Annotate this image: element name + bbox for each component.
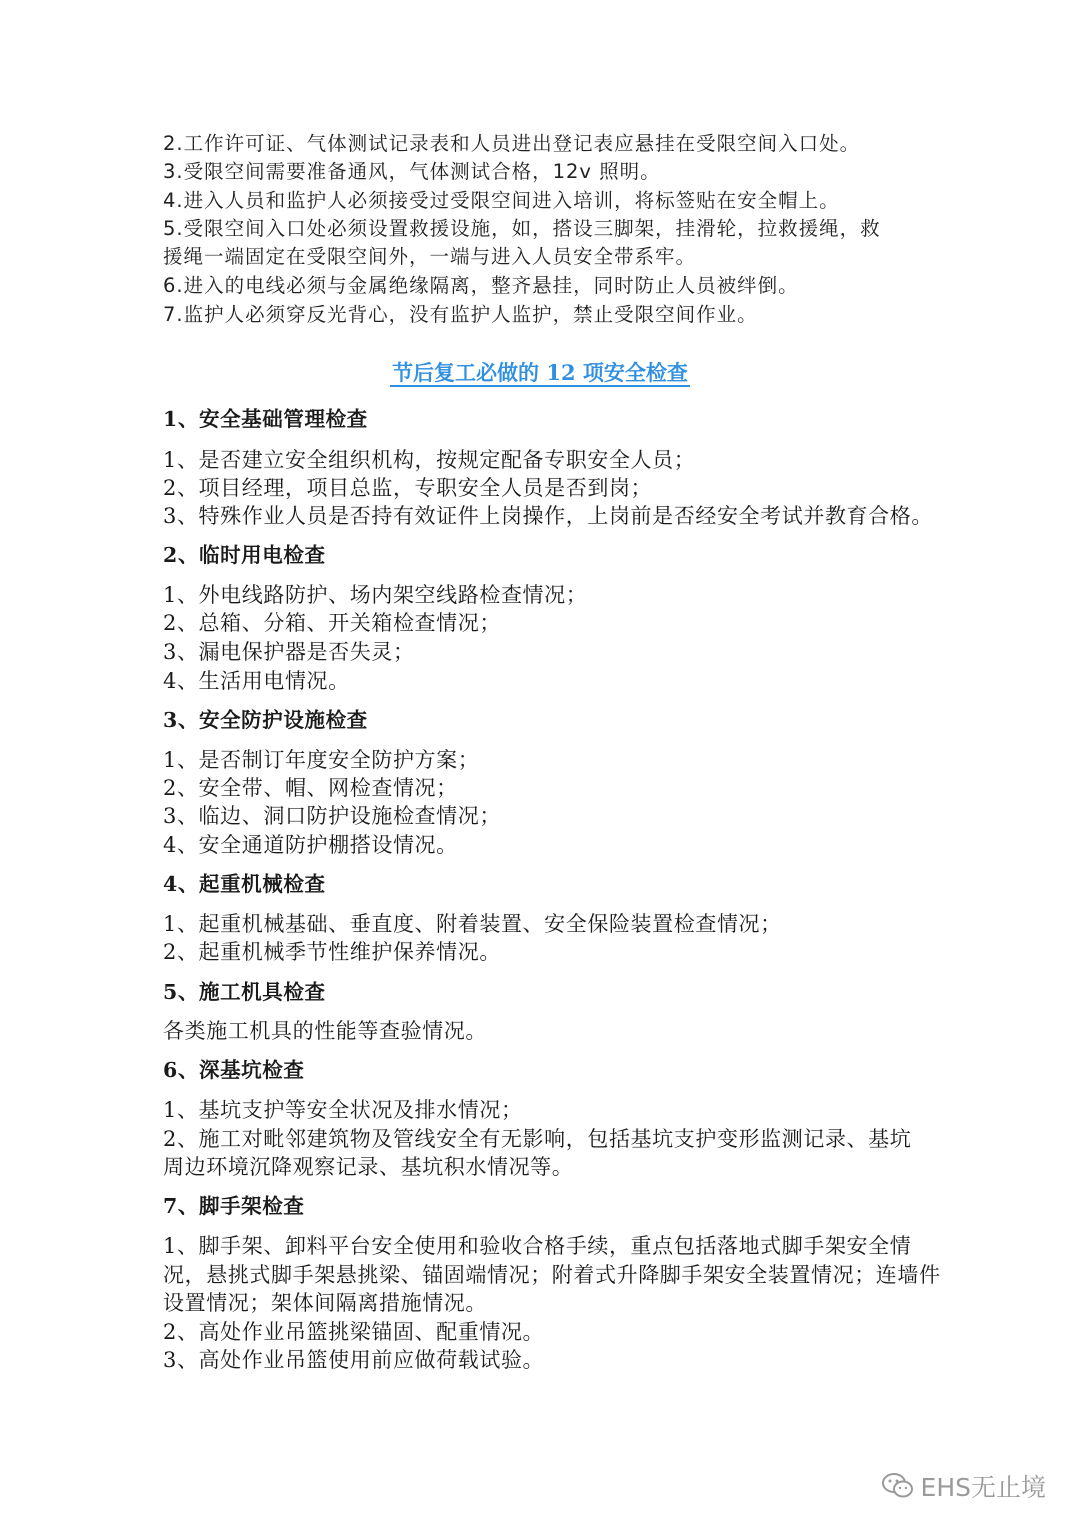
section-title-text: 节后复工必做的 12 项安全检查 [392,360,688,385]
section-line: 1、是否制订年度安全防护方案； [163,748,480,772]
intro-item: 6.进入的电线必须与金属绝缘隔离，整齐悬挂，同时防止人员被绊倒。 [163,274,799,297]
intro-item: 7.监护人必须穿反光背心，没有监护人监护，禁止受限空间作业。 [163,303,758,326]
intro-item: 3.受限空间需要准备通风，气体测试合格，12v 照明。 [163,160,661,183]
section-heading: 4、起重机械检查 [163,872,326,896]
watermark [881,1468,1046,1504]
section-line: 4、生活用电情况。 [163,669,350,693]
section-line: 周边环境沉降观察记录、基坑积水情况等。 [163,1155,574,1179]
section-line: 1、基坑支护等安全状况及排水情况； [163,1098,523,1122]
section-heading: 1、安全基础管理检查 [163,407,368,431]
section-title [0,357,1080,387]
section-line: 1、脚手架、卸料平台安全使用和验收合格手续，重点包括落地式脚手架安全情 [163,1234,912,1258]
section-line: 2、项目经理，项目总监，专职安全人员是否到岗； [163,476,653,500]
section-heading: 3、安全防护设施检查 [163,708,368,732]
section-heading: 6、深基坑检查 [163,1058,305,1082]
intro-item: 4.进入人员和监护人必须接受过受限空间进入培训，将标签贴在安全帽上。 [163,189,840,212]
section-heading: 2、临时用电检查 [163,543,326,567]
section-line: 2、总箱、分箱、开关箱检查情况； [163,611,501,635]
section-heading: 5、施工机具检查 [163,980,326,1004]
section-line: 3、高处作业吊篮使用前应做荷载试验。 [163,1348,545,1372]
section-line: 3、临边、洞口防护设施检查情况； [163,804,501,828]
watermark-text: EHS无止境 [920,1473,1046,1502]
section-line: 3、漏电保护器是否失灵； [163,640,415,664]
section-line: 2、施工对毗邻建筑物及管线安全有无影响，包括基坑支护变形监测记录、基坑 [163,1127,912,1151]
intro-item: 援绳一端固定在受限空间外，一端与进入人员安全带系牢。 [163,245,697,268]
section-line: 2、高处作业吊篮挑梁锚固、配重情况。 [163,1320,545,1344]
section-line: 1、起重机械基础、垂直度、附着装置、安全保险装置检查情况； [163,912,782,936]
section-line: 1、是否建立安全组织机构，按规定配备专职安全人员； [163,448,696,472]
section-line: 况，悬挑式脚手架悬挑梁、锚固端情况；附着式升降脚手架安全装置情况；连墙件 [163,1263,941,1287]
section-line: 各类施工机具的性能等查验情况。 [163,1019,487,1043]
intro-item: 2.工作许可证、气体测试记录表和人员进出登记表应悬挂在受限空间入口处。 [163,132,861,155]
section-line: 2、安全带、帽、网检查情况； [163,776,458,800]
section-line: 1、外电线路防护、场内架空线路检查情况； [163,583,588,607]
section-line: 4、安全通道防护棚搭设情况。 [163,833,458,857]
section-line: 3、特殊作业人员是否持有效证件上岗操作，上岗前是否经安全考试并教育合格。 [163,504,933,528]
intro-item: 5.受限空间入口处必须设置救援设施，如，搭设三脚架，挂滑轮，拉救援绳，救 [163,217,881,240]
section-line: 2、起重机械季节性维护保养情况。 [163,940,501,964]
wechat-icon [881,1472,915,1500]
section-line: 设置情况；架体间隔离措施情况。 [163,1291,487,1315]
section-heading: 7、脚手架检查 [163,1194,305,1218]
